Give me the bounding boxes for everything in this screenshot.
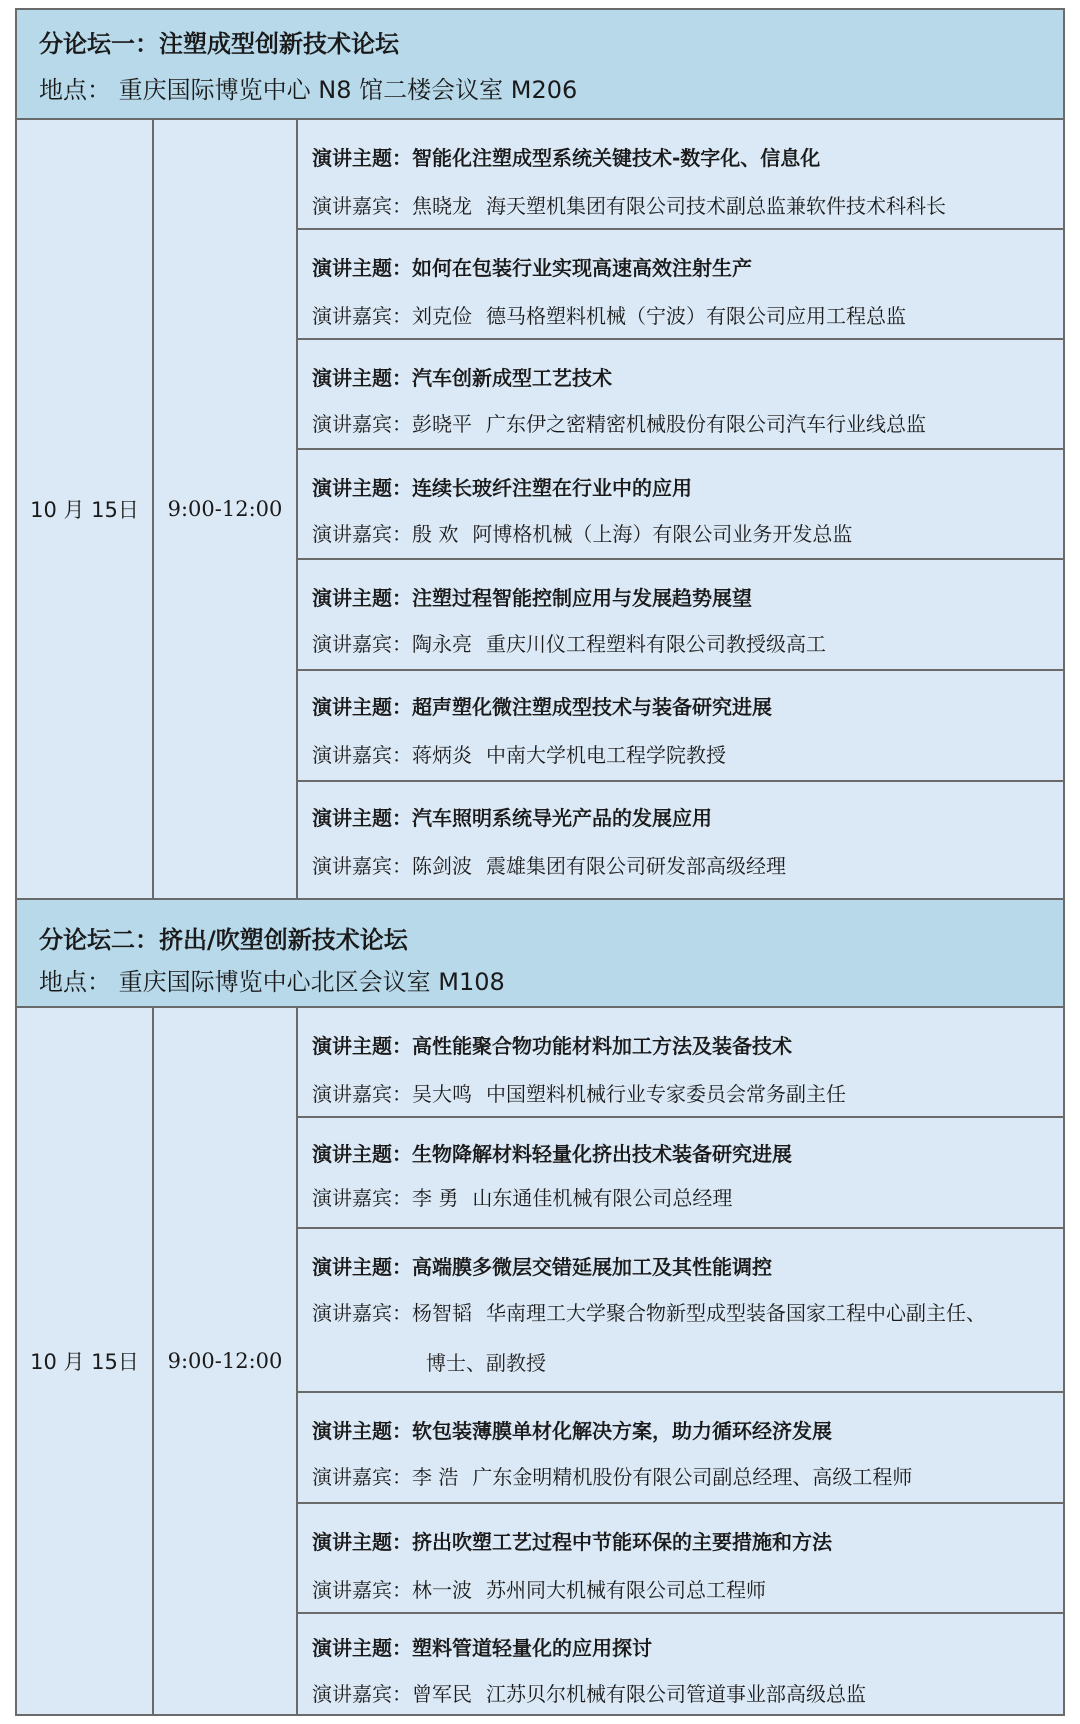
speaker-affiliation: 中南大学机电工程学院教授 <box>486 743 726 767</box>
forum-2-title: 分论坛二：挤出/吹塑创新技术论坛 <box>39 926 408 954</box>
topic-label: 演讲主题： <box>312 1530 412 1554</box>
speaker-name: 陈剑波 <box>412 854 472 878</box>
talk-row <box>298 1614 1063 1714</box>
speaker-label: 演讲嘉宾： <box>312 1578 412 1602</box>
talk-speaker-line <box>312 1678 1063 1707</box>
speaker-affiliation: 海天塑机集团有限公司技术副总监兼软件技术科科长 <box>486 194 946 218</box>
talk-speaker-line <box>312 190 1063 219</box>
talk-topic-line <box>312 1415 1063 1444</box>
talk-speaker-line <box>312 1461 1063 1490</box>
talk-topic-line <box>312 362 1063 391</box>
talk-speaker-line <box>312 1574 1063 1603</box>
talk-topic: 塑料管道轻量化的应用探讨 <box>412 1636 652 1660</box>
talk-topic: 高端膜多微层交错延展加工及其性能调控 <box>412 1255 772 1279</box>
speaker-affiliation: 重庆川仪工程塑料有限公司教授级高工 <box>486 632 826 656</box>
forum-1 <box>17 10 1063 898</box>
speaker-name: 陶永亮 <box>412 632 472 656</box>
speaker-label: 演讲嘉宾： <box>312 304 412 328</box>
speaker-name: 李 浩 <box>412 1465 459 1489</box>
forum-2-talks <box>298 1008 1063 1714</box>
forum-1-header <box>17 10 1063 120</box>
speaker-affiliation-continued: 博士、副教授 <box>426 1351 546 1375</box>
talk-topic: 智能化注塑成型系统关键技术-数字化、信息化 <box>412 146 821 170</box>
talk-topic: 软包装薄膜单材化解决方案，助力循环经济发展 <box>412 1419 832 1443</box>
agenda-sheet <box>15 8 1065 1716</box>
speaker-name: 杨智韬 <box>412 1301 472 1325</box>
talk-topic: 挤出吹塑工艺过程中节能环保的主要措施和方法 <box>412 1530 832 1554</box>
talk-row <box>298 230 1063 340</box>
forum-1-body <box>17 120 1063 898</box>
topic-label: 演讲主题： <box>312 476 412 500</box>
talk-topic-line <box>312 472 1063 501</box>
talk-topic-line <box>312 142 1063 171</box>
speaker-affiliation: 江苏贝尔机械有限公司管道事业部高级总监 <box>486 1682 866 1706</box>
forum-2-date: 10 月 15日 <box>17 1008 154 1714</box>
speaker-name: 李 勇 <box>412 1186 459 1210</box>
talk-row <box>298 1393 1063 1504</box>
speaker-name: 林一波 <box>412 1578 472 1602</box>
talk-speaker-line <box>312 628 1063 657</box>
topic-label: 演讲主题： <box>312 1255 412 1279</box>
speaker-name: 吴大鸣 <box>412 1082 472 1106</box>
topic-label: 演讲主题： <box>312 586 412 610</box>
forum-1-title: 分论坛一：注塑成型创新技术论坛 <box>39 30 399 58</box>
talk-row <box>298 560 1063 671</box>
talk-speaker-line <box>312 739 1063 768</box>
talk-row <box>298 1118 1063 1229</box>
speaker-label: 演讲嘉宾： <box>312 743 412 767</box>
talk-topic-line <box>312 1632 1063 1661</box>
talk-row <box>298 340 1063 450</box>
talk-topic-line <box>312 1138 1063 1167</box>
talk-topic-line <box>312 691 1063 720</box>
speaker-label: 演讲嘉宾： <box>312 412 412 436</box>
talk-topic: 汽车照明系统导光产品的发展应用 <box>412 806 712 830</box>
forum-1-date: 10 月 15日 <box>17 120 154 898</box>
talk-row <box>298 671 1063 782</box>
talk-row <box>298 1229 1063 1393</box>
speaker-affiliation: 德马格塑料机械（宁波）有限公司应用工程总监 <box>486 304 906 328</box>
speaker-name: 彭晓平 <box>412 412 472 436</box>
talk-topic-line <box>312 582 1063 611</box>
speaker-label: 演讲嘉宾： <box>312 522 412 546</box>
talk-speaker-line <box>312 408 1063 437</box>
speaker-affiliation: 广东金明精机股份有限公司副总经理、高级工程师 <box>472 1465 913 1489</box>
talk-speaker-line <box>312 300 1063 329</box>
talk-topic: 高性能聚合物功能材料加工方法及装备技术 <box>412 1034 792 1058</box>
topic-label: 演讲主题： <box>312 1419 412 1443</box>
talk-row <box>298 782 1063 898</box>
talk-speaker-line <box>312 518 1063 547</box>
speaker-name: 曾军民 <box>412 1682 472 1706</box>
speaker-label: 演讲嘉宾： <box>312 1301 412 1325</box>
talk-topic-line <box>312 1030 1063 1059</box>
talk-speaker-line <box>312 1078 1063 1107</box>
speaker-affiliation: 山东通佳机械有限公司总经理 <box>472 1186 733 1210</box>
talk-speaker-line <box>312 1182 1063 1211</box>
speaker-affiliation: 阿博格机械（上海）有限公司业务开发总监 <box>472 522 853 546</box>
topic-label: 演讲主题： <box>312 695 412 719</box>
talk-row <box>298 120 1063 230</box>
speaker-affiliation: 广东伊之密精密机械股份有限公司汽车行业线总监 <box>486 412 926 436</box>
forum-2 <box>17 898 1063 1714</box>
speaker-affiliation: 苏州同大机械有限公司总工程师 <box>486 1578 766 1602</box>
topic-label: 演讲主题： <box>312 1636 412 1660</box>
speaker-name: 焦晓龙 <box>412 194 472 218</box>
talk-topic: 超声塑化微注塑成型技术与装备研究进展 <box>412 695 772 719</box>
talk-topic-line <box>312 1526 1063 1555</box>
speaker-label: 演讲嘉宾： <box>312 194 412 218</box>
topic-label: 演讲主题： <box>312 1034 412 1058</box>
talk-topic: 注塑过程智能控制应用与发展趋势展望 <box>412 586 752 610</box>
talk-row <box>298 1504 1063 1614</box>
forum-2-time: 9:00-12:00 <box>154 1008 298 1714</box>
talk-topic-line <box>312 252 1063 281</box>
speaker-label: 演讲嘉宾： <box>312 1082 412 1106</box>
topic-label: 演讲主题： <box>312 1142 412 1166</box>
talk-topic-line <box>312 802 1063 831</box>
forum-1-time: 9:00-12:00 <box>154 120 298 898</box>
speaker-label: 演讲嘉宾： <box>312 1186 412 1210</box>
forum-2-location: 地点： 重庆国际博览中心北区会议室 M108 <box>39 968 505 996</box>
speaker-name: 刘克俭 <box>412 304 472 328</box>
forum-1-location: 地点： 重庆国际博览中心 N8 馆二楼会议室 M206 <box>39 76 578 104</box>
talk-row <box>298 1008 1063 1118</box>
topic-label: 演讲主题： <box>312 256 412 280</box>
forum-2-header <box>17 900 1063 1008</box>
speaker-affiliation: 震雄集团有限公司研发部高级经理 <box>486 854 786 878</box>
speaker-affiliation: 华南理工大学聚合物新型成型装备国家工程中心副主任、 <box>486 1301 986 1325</box>
talk-row <box>298 450 1063 560</box>
topic-label: 演讲主题： <box>312 806 412 830</box>
talk-topic: 汽车创新成型工艺技术 <box>412 366 612 390</box>
speaker-label: 演讲嘉宾： <box>312 632 412 656</box>
speaker-affiliation: 中国塑料机械行业专家委员会常务副主任 <box>486 1082 846 1106</box>
forum-2-body <box>17 1008 1063 1714</box>
talk-topic: 生物降解材料轻量化挤出技术装备研究进展 <box>412 1142 792 1166</box>
speaker-name: 殷 欢 <box>412 522 459 546</box>
talk-topic-line <box>312 1251 1063 1280</box>
speaker-label: 演讲嘉宾： <box>312 1465 412 1489</box>
talk-topic: 连续长玻纤注塑在行业中的应用 <box>412 476 692 500</box>
talk-topic: 如何在包装行业实现高速高效注射生产 <box>412 256 752 280</box>
talk-speaker-line <box>312 1297 1063 1326</box>
speaker-label: 演讲嘉宾： <box>312 1682 412 1706</box>
topic-label: 演讲主题： <box>312 146 412 170</box>
topic-label: 演讲主题： <box>312 366 412 390</box>
speaker-label: 演讲嘉宾： <box>312 854 412 878</box>
talk-speaker-line <box>312 850 1063 879</box>
speaker-name: 蒋炳炎 <box>412 743 472 767</box>
forum-1-talks <box>298 120 1063 898</box>
